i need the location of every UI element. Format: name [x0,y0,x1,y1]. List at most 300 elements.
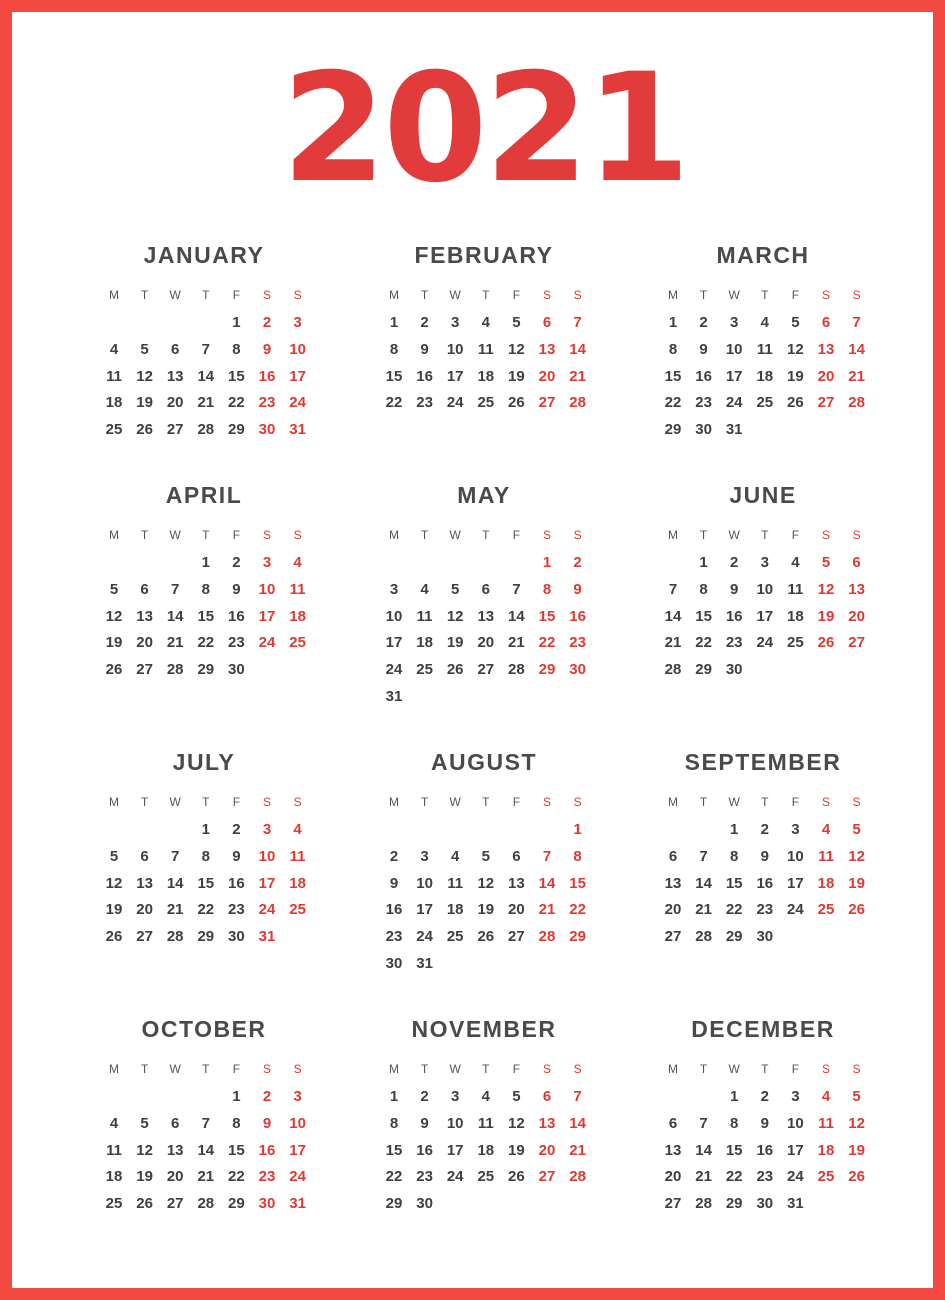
weekday-header: S [293,795,302,809]
weekday-header: F [512,288,521,302]
day-cell: 13 [477,607,495,625]
weekday-header: F [232,528,241,542]
day-cell: 5 [481,847,490,865]
day-cell: 9 [262,340,272,358]
day-cell: 12 [477,874,495,892]
day-cell: 31 [258,928,276,946]
day-cell: 20 [508,901,525,919]
weekday-header: S [573,795,582,809]
day-cell: 21 [197,1168,215,1186]
day-cell: 17 [258,607,276,625]
day-cell: 2 [699,314,708,331]
day-cell: 6 [140,580,149,598]
day-cell: 7 [201,1114,210,1132]
weekday-header: W [169,1062,181,1076]
day-cell: 8 [232,340,241,358]
day-cell: 8 [542,580,552,598]
day-cell: 27 [136,928,153,946]
day-cell: 7 [573,314,582,331]
day-cell: 21 [664,634,682,652]
day-cell: 16 [228,607,245,625]
day-cell: 14 [569,340,586,358]
day-cell: 13 [848,580,865,598]
weekday-header: S [821,288,830,302]
day-cell: 2 [232,554,241,571]
day-cell: 15 [725,874,743,892]
day-cell: 20 [477,634,495,652]
day-cell: 16 [725,607,743,625]
day-cell: 12 [446,607,464,625]
day-cell: 10 [725,340,743,358]
weekday-header: S [293,1062,302,1076]
day-cell: 26 [508,1168,525,1186]
day-cell: 19 [136,1168,153,1186]
day-cell: 4 [760,314,769,331]
day-cell: 15 [228,1141,245,1159]
day-cell: 27 [508,928,525,946]
day-cell: 25 [105,1195,123,1213]
weekday-header: T [202,288,210,302]
day-cell: 6 [821,314,831,331]
weekday-header: S [542,288,551,302]
day-cell: 28 [848,394,865,412]
weekday-header: S [573,528,582,542]
day-cell: 11 [787,580,804,598]
day-cell: 1 [668,314,678,331]
weekday-header: S [542,795,551,809]
weekday-header: S [262,288,271,302]
day-cell: 19 [848,874,865,892]
day-cell: 9 [699,340,708,358]
day-cell: 6 [512,847,521,865]
day-cell: 13 [136,607,153,625]
day-cell: 5 [791,314,800,331]
day-cell: 6 [542,314,552,331]
month-name: OCTOBER [141,1016,267,1042]
weekday-header: F [232,288,241,302]
day-cell: 3 [760,554,769,571]
day-cell: 6 [140,847,149,865]
day-cell: 5 [109,580,119,598]
day-cell: 2 [573,554,582,571]
day-cell: 10 [385,607,403,625]
day-cell: 14 [197,367,215,385]
day-cell: 23 [416,1168,433,1186]
day-cell: 19 [817,607,835,625]
day-cell: 10 [787,1114,804,1132]
weekday-header: M [109,795,119,809]
weekday-header: S [262,528,271,542]
weekday-header: S [262,795,271,809]
day-cell: 18 [289,874,306,892]
day-cell: 25 [817,901,835,919]
day-cell: 16 [756,1141,774,1159]
day-cell: 1 [201,554,210,571]
day-cell: 11 [477,1114,494,1132]
weekday-header: W [449,528,461,542]
day-cell: 20 [136,634,153,652]
weekday-header: W [449,288,461,302]
day-cell: 9 [420,1114,429,1132]
day-cell: 12 [508,340,525,358]
day-cell: 23 [756,901,774,919]
day-cell: 22 [569,901,586,919]
day-cell: 1 [542,554,552,571]
month-name: MARCH [716,242,810,268]
day-cell: 21 [848,367,865,385]
day-cell: 3 [791,1088,800,1105]
day-cell: 18 [105,394,123,412]
day-cell: 11 [106,367,122,385]
day-cell: 6 [171,1114,180,1132]
day-cell: 22 [197,901,215,919]
day-cell: 7 [542,847,552,865]
day-cell: 28 [695,1195,712,1213]
weekday-header: S [852,1062,861,1076]
day-cell: 2 [420,314,429,331]
day-cell: 4 [821,1088,831,1105]
day-cell: 18 [416,634,433,652]
day-cell: 29 [725,928,743,946]
day-cell: 28 [569,394,586,412]
day-cell: 22 [228,394,245,412]
day-cell: 26 [787,394,804,412]
day-cell: 2 [760,821,769,838]
day-cell: 6 [668,847,678,865]
weekday-header: M [109,288,119,302]
day-cell: 5 [512,1088,521,1105]
day-cell: 14 [538,874,556,892]
weekday-header: T [140,288,149,302]
day-cell: 19 [508,367,525,385]
day-cell: 2 [262,314,272,331]
weekday-header: W [169,288,181,302]
day-cell: 15 [725,1141,743,1159]
day-cell: 18 [105,1168,123,1186]
day-cell: 17 [258,874,276,892]
weekday-header: S [573,1062,582,1076]
weekday-header: T [420,1062,429,1076]
day-cell: 23 [258,1168,276,1186]
day-cell: 29 [197,928,215,946]
month-name: DECEMBER [691,1016,835,1042]
day-cell: 4 [293,554,302,571]
day-cell: 29 [725,1195,743,1213]
day-cell: 31 [787,1195,804,1213]
day-cell: 10 [787,847,804,865]
day-cell: 8 [389,340,399,358]
month-name: NOVEMBER [411,1016,557,1042]
day-cell: 20 [166,394,184,412]
day-cell: 26 [848,901,865,919]
day-cell: 3 [293,1088,302,1105]
day-cell: 13 [538,340,556,358]
day-cell: 5 [140,1114,149,1132]
day-cell: 8 [389,1114,399,1132]
weekday-header: S [542,528,551,542]
day-cell: 9 [730,580,739,598]
day-cell: 22 [385,1168,403,1186]
weekday-header: W [449,795,461,809]
weekday-header: F [232,795,241,809]
weekday-header: T [420,288,429,302]
day-cell: 11 [289,847,306,865]
day-cell: 15 [197,874,215,892]
day-cell: 14 [695,1141,712,1159]
weekday-header: W [169,528,181,542]
day-cell: 9 [760,847,769,865]
day-cell: 3 [293,314,302,331]
day-cell: 25 [477,1168,495,1186]
day-cell: 14 [569,1114,586,1132]
day-cell: 8 [573,847,582,865]
day-cell: 11 [106,1141,122,1159]
day-cell: 2 [232,821,241,838]
weekday-header: T [482,795,490,809]
weekday-header: F [791,288,800,302]
day-cell: 30 [258,1195,276,1213]
day-cell: 11 [818,1114,834,1132]
weekday-header: W [449,1062,461,1076]
weekday-header: M [668,795,678,809]
day-cell: 31 [416,955,433,972]
weekday-header: M [389,288,399,302]
weekday-header: W [728,795,740,809]
day-cell: 19 [105,634,123,652]
day-cell: 4 [420,580,429,598]
day-cell: 6 [852,554,861,571]
day-cell: 1 [573,821,582,838]
day-cell: 12 [105,607,123,625]
day-cell: 22 [197,634,215,652]
weekday-header: T [202,1062,210,1076]
weekday-header: W [169,795,181,809]
day-cell: 28 [508,661,525,679]
day-cell: 21 [166,901,184,919]
day-cell: 21 [569,367,586,385]
weekday-header: M [109,528,119,542]
day-cell: 18 [446,901,464,919]
day-cell: 12 [848,847,865,865]
month-name: JULY [172,749,236,775]
day-cell: 21 [197,394,215,412]
day-cell: 22 [725,901,743,919]
day-cell: 7 [852,314,861,331]
day-cell: 1 [730,1088,739,1105]
day-cell: 28 [695,928,712,946]
day-cell: 17 [446,367,464,385]
weekday-header: W [728,288,740,302]
day-cell: 18 [477,367,495,385]
day-cell: 11 [447,874,464,892]
day-cell: 12 [105,874,123,892]
day-cell: 29 [664,421,682,439]
day-cell: 27 [848,634,865,652]
weekday-header: F [791,1062,800,1076]
day-cell: 4 [293,821,302,838]
day-cell: 11 [416,607,433,625]
weekday-header: T [140,795,149,809]
day-cell: 26 [136,1195,153,1213]
day-cell: 5 [512,314,521,331]
weekday-header: S [821,1062,830,1076]
day-cell: 14 [166,874,184,892]
year-title: 2021 [281,42,688,216]
day-cell: 30 [228,928,245,946]
day-cell: 6 [481,580,490,598]
day-cell: 25 [289,634,306,652]
month-name: APRIL [165,482,243,508]
day-cell: 27 [817,394,835,412]
day-cell: 25 [416,661,433,679]
day-cell: 1 [699,554,708,571]
day-cell: 17 [289,367,306,385]
day-cell: 4 [109,1114,119,1132]
day-cell: 13 [166,1141,184,1159]
day-cell: 7 [201,340,210,358]
day-cell: 19 [136,394,153,412]
day-cell: 17 [787,1141,804,1159]
day-cell: 11 [477,340,494,358]
day-cell: 2 [420,1088,429,1105]
day-cell: 13 [508,874,525,892]
day-cell: 30 [416,1195,433,1213]
weekday-header: S [852,528,861,542]
day-cell: 9 [232,847,241,865]
day-cell: 26 [477,928,495,946]
day-cell: 9 [760,1114,769,1132]
day-cell: 7 [573,1088,582,1105]
day-cell: 13 [664,1141,682,1159]
day-cell: 29 [385,1195,403,1213]
day-cell: 20 [166,1168,184,1186]
day-cell: 7 [512,580,521,598]
day-cell: 30 [228,661,245,679]
day-cell: 26 [105,928,123,946]
day-cell: 28 [538,928,556,946]
day-cell: 26 [105,661,123,679]
weekday-header: S [293,528,302,542]
day-cell: 4 [451,847,460,865]
day-cell: 21 [695,901,712,919]
day-cell: 28 [664,661,682,679]
weekday-header: T [140,528,149,542]
weekday-header: M [389,528,399,542]
weekday-header: T [482,1062,490,1076]
day-cell: 24 [289,394,306,412]
day-cell: 22 [385,394,403,412]
day-cell: 20 [664,1168,682,1186]
weekday-header: T [699,288,708,302]
day-cell: 15 [385,367,403,385]
day-cell: 17 [446,1141,464,1159]
day-cell: 15 [569,874,586,892]
day-cell: 18 [756,367,774,385]
day-cell: 24 [416,928,433,946]
day-cell: 18 [817,1141,835,1159]
weekday-header: F [512,1062,521,1076]
day-cell: 7 [668,580,678,598]
day-cell: 8 [201,847,210,865]
day-cell: 13 [817,340,835,358]
day-cell: 16 [416,1141,433,1159]
day-cell: 25 [446,928,464,946]
weekday-header: S [852,795,861,809]
day-cell: 27 [538,1168,556,1186]
day-cell: 7 [699,847,708,865]
day-cell: 15 [695,607,712,625]
day-cell: 4 [821,821,831,838]
day-cell: 7 [699,1114,708,1132]
day-cell: 19 [446,634,464,652]
day-cell: 7 [171,847,180,865]
day-cell: 23 [228,634,245,652]
day-cell: 11 [756,340,773,358]
day-cell: 28 [166,661,184,679]
day-cell: 12 [787,340,804,358]
day-cell: 29 [695,661,712,679]
day-cell: 16 [756,874,774,892]
month-name: JANUARY [143,242,265,268]
day-cell: 22 [664,394,682,412]
day-cell: 14 [508,607,525,625]
day-cell: 1 [389,314,399,331]
day-cell: 29 [538,661,556,679]
month-name: SEPTEMBER [684,749,842,775]
weekday-header: S [821,795,830,809]
day-cell: 24 [787,1168,804,1186]
day-cell: 17 [385,634,403,652]
day-cell: 30 [385,955,403,972]
day-cell: 16 [569,607,586,625]
weekday-header: T [761,1062,769,1076]
day-cell: 25 [289,901,306,919]
day-cell: 6 [668,1114,678,1132]
weekday-header: W [728,528,740,542]
day-cell: 5 [821,554,831,571]
day-cell: 18 [477,1141,495,1159]
day-cell: 23 [228,901,245,919]
day-cell: 10 [289,1114,306,1132]
day-cell: 20 [848,607,865,625]
day-cell: 23 [756,1168,774,1186]
day-cell: 4 [109,340,119,358]
weekday-header: M [668,528,678,542]
day-cell: 1 [232,1088,241,1105]
day-cell: 1 [232,314,241,331]
month-name: AUGUST [430,749,538,775]
day-cell: 27 [664,928,682,946]
day-cell: 11 [818,847,834,865]
day-cell: 10 [756,580,774,598]
day-cell: 1 [730,821,739,838]
day-cell: 5 [852,821,861,838]
day-cell: 9 [232,580,241,598]
day-cell: 12 [136,367,153,385]
day-cell: 29 [569,928,586,946]
month-name: MAY [457,482,511,508]
day-cell: 27 [664,1195,682,1213]
day-cell: 3 [791,821,800,838]
day-cell: 3 [730,314,739,331]
day-cell: 30 [725,661,743,679]
day-cell: 30 [258,421,276,439]
day-cell: 10 [416,874,433,892]
weekday-header: M [109,1062,119,1076]
day-cell: 8 [668,340,678,358]
day-cell: 1 [389,1088,399,1105]
day-cell: 23 [725,634,743,652]
